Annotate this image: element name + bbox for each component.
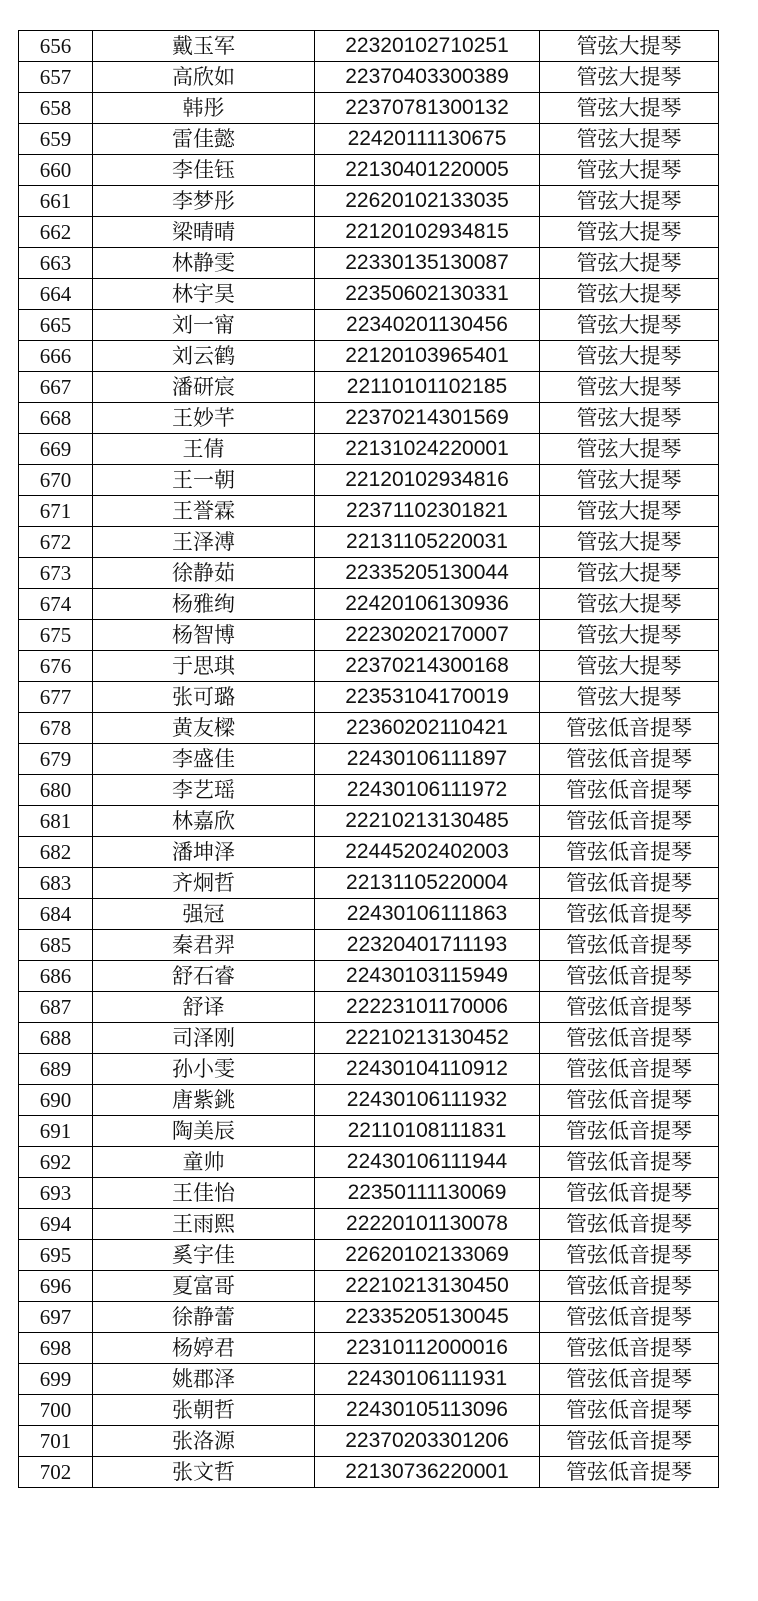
table-row — [19, 558, 719, 589]
table-row — [19, 1116, 719, 1147]
exam-id-cell: 22120102934815 — [315, 217, 540, 248]
major-cell: 管弦低音提琴 — [540, 1271, 719, 1302]
table-row — [19, 62, 719, 93]
exam-id-cell: 22210213130450 — [315, 1271, 540, 1302]
major-cell: 管弦低音提琴 — [540, 1054, 719, 1085]
row-number-cell: 700 — [19, 1395, 93, 1426]
exam-id-cell: 22335205130044 — [315, 558, 540, 589]
major-cell: 管弦大提琴 — [540, 279, 719, 310]
student-name-cell: 强冠 — [93, 899, 315, 930]
major-cell: 管弦低音提琴 — [540, 1333, 719, 1364]
exam-id-cell: 22620102133069 — [315, 1240, 540, 1271]
table-row — [19, 1240, 719, 1271]
table-row — [19, 1426, 719, 1457]
student-name-cell: 王雨熙 — [93, 1209, 315, 1240]
student-name-cell: 潘坤泽 — [93, 837, 315, 868]
student-name-cell: 司泽刚 — [93, 1023, 315, 1054]
table-row — [19, 1023, 719, 1054]
exam-id-cell: 22320102710251 — [315, 31, 540, 62]
table-row — [19, 961, 719, 992]
major-cell: 管弦低音提琴 — [540, 899, 719, 930]
row-number-cell: 657 — [19, 62, 93, 93]
student-name-cell: 林宇昊 — [93, 279, 315, 310]
row-number-cell: 686 — [19, 961, 93, 992]
student-name-cell: 于思琪 — [93, 651, 315, 682]
table-row — [19, 1209, 719, 1240]
row-number-cell: 677 — [19, 682, 93, 713]
student-name-cell: 孙小雯 — [93, 1054, 315, 1085]
table-row — [19, 1302, 719, 1333]
row-number-cell: 691 — [19, 1116, 93, 1147]
student-name-cell: 张可璐 — [93, 682, 315, 713]
exam-id-cell: 22131105220004 — [315, 868, 540, 899]
exam-id-cell: 22110101102185 — [315, 372, 540, 403]
table-row — [19, 992, 719, 1023]
table-row — [19, 775, 719, 806]
exam-id-cell: 22230202170007 — [315, 620, 540, 651]
exam-id-cell: 22371102301821 — [315, 496, 540, 527]
student-name-cell: 王泽溥 — [93, 527, 315, 558]
table-row — [19, 1271, 719, 1302]
major-cell: 管弦低音提琴 — [540, 744, 719, 775]
exam-id-cell: 22420106130936 — [315, 589, 540, 620]
major-cell: 管弦大提琴 — [540, 651, 719, 682]
student-name-cell: 黄友樑 — [93, 713, 315, 744]
student-name-cell: 张洛源 — [93, 1426, 315, 1457]
row-number-cell: 682 — [19, 837, 93, 868]
exam-id-cell: 22210213130452 — [315, 1023, 540, 1054]
exam-id-cell: 22131105220031 — [315, 527, 540, 558]
exam-id-cell: 22220101130078 — [315, 1209, 540, 1240]
student-name-cell: 陶美辰 — [93, 1116, 315, 1147]
student-name-cell: 张文哲 — [93, 1457, 315, 1488]
exam-id-cell: 22430106111863 — [315, 899, 540, 930]
exam-id-cell: 22310112000016 — [315, 1333, 540, 1364]
exam-id-cell: 22370781300132 — [315, 93, 540, 124]
major-cell: 管弦低音提琴 — [540, 837, 719, 868]
major-cell: 管弦大提琴 — [540, 496, 719, 527]
row-number-cell: 687 — [19, 992, 93, 1023]
table-row — [19, 372, 719, 403]
row-number-cell: 662 — [19, 217, 93, 248]
student-name-cell: 刘一甯 — [93, 310, 315, 341]
major-cell: 管弦大提琴 — [540, 589, 719, 620]
exam-id-cell: 22430104110912 — [315, 1054, 540, 1085]
table-row — [19, 465, 719, 496]
row-number-cell: 693 — [19, 1178, 93, 1209]
row-number-cell: 683 — [19, 868, 93, 899]
major-cell: 管弦大提琴 — [540, 62, 719, 93]
table-row — [19, 31, 719, 62]
row-number-cell: 701 — [19, 1426, 93, 1457]
student-name-cell: 高欣如 — [93, 62, 315, 93]
student-name-cell: 王倩 — [93, 434, 315, 465]
major-cell: 管弦低音提琴 — [540, 992, 719, 1023]
student-name-cell: 徐静蕾 — [93, 1302, 315, 1333]
exam-id-cell: 22430105113096 — [315, 1395, 540, 1426]
major-cell: 管弦大提琴 — [540, 248, 719, 279]
row-number-cell: 692 — [19, 1147, 93, 1178]
table-row — [19, 1054, 719, 1085]
student-name-cell: 李佳钰 — [93, 155, 315, 186]
student-name-cell: 林静雯 — [93, 248, 315, 279]
exam-id-cell: 22353104170019 — [315, 682, 540, 713]
student-name-cell: 王佳怡 — [93, 1178, 315, 1209]
major-cell: 管弦大提琴 — [540, 124, 719, 155]
major-cell: 管弦低音提琴 — [540, 1147, 719, 1178]
table-row — [19, 868, 719, 899]
exam-id-cell: 22340201130456 — [315, 310, 540, 341]
major-cell: 管弦低音提琴 — [540, 868, 719, 899]
table-row — [19, 155, 719, 186]
table-row — [19, 434, 719, 465]
major-cell: 管弦大提琴 — [540, 93, 719, 124]
row-number-cell: 684 — [19, 899, 93, 930]
row-number-cell: 675 — [19, 620, 93, 651]
major-cell: 管弦大提琴 — [540, 527, 719, 558]
student-name-cell: 奚宇佳 — [93, 1240, 315, 1271]
table-row — [19, 496, 719, 527]
major-cell: 管弦低音提琴 — [540, 1085, 719, 1116]
row-number-cell: 699 — [19, 1364, 93, 1395]
major-cell: 管弦低音提琴 — [540, 1178, 719, 1209]
student-name-cell: 梁晴晴 — [93, 217, 315, 248]
exam-id-cell: 22420111130675 — [315, 124, 540, 155]
student-name-cell: 杨婷君 — [93, 1333, 315, 1364]
exam-id-cell: 22223101170006 — [315, 992, 540, 1023]
student-name-cell: 戴玉军 — [93, 31, 315, 62]
major-cell: 管弦低音提琴 — [540, 1116, 719, 1147]
exam-id-cell: 22620102133035 — [315, 186, 540, 217]
row-number-cell: 695 — [19, 1240, 93, 1271]
major-cell: 管弦大提琴 — [540, 434, 719, 465]
exam-id-cell: 22320401711193 — [315, 930, 540, 961]
exam-id-cell: 22445202402003 — [315, 837, 540, 868]
table-row — [19, 1333, 719, 1364]
exam-id-cell: 22120103965401 — [315, 341, 540, 372]
table-row — [19, 1085, 719, 1116]
table-row — [19, 837, 719, 868]
student-name-cell: 秦君羿 — [93, 930, 315, 961]
row-number-cell: 661 — [19, 186, 93, 217]
exam-id-cell: 22360202110421 — [315, 713, 540, 744]
row-number-cell: 656 — [19, 31, 93, 62]
row-number-cell: 663 — [19, 248, 93, 279]
row-number-cell: 690 — [19, 1085, 93, 1116]
exam-id-cell: 22130736220001 — [315, 1457, 540, 1488]
table-row — [19, 1395, 719, 1426]
major-cell: 管弦低音提琴 — [540, 1364, 719, 1395]
table-row — [19, 589, 719, 620]
major-cell: 管弦大提琴 — [540, 403, 719, 434]
student-name-cell: 姚郡泽 — [93, 1364, 315, 1395]
major-cell: 管弦大提琴 — [540, 310, 719, 341]
row-number-cell: 674 — [19, 589, 93, 620]
row-number-cell: 697 — [19, 1302, 93, 1333]
major-cell: 管弦大提琴 — [540, 31, 719, 62]
student-name-cell: 张朝哲 — [93, 1395, 315, 1426]
exam-id-cell: 22370403300389 — [315, 62, 540, 93]
row-number-cell: 658 — [19, 93, 93, 124]
exam-id-cell: 22370203301206 — [315, 1426, 540, 1457]
table-row — [19, 651, 719, 682]
major-cell: 管弦低音提琴 — [540, 1209, 719, 1240]
row-number-cell: 666 — [19, 341, 93, 372]
major-cell: 管弦低音提琴 — [540, 1302, 719, 1333]
student-name-cell: 齐炯哲 — [93, 868, 315, 899]
student-name-cell: 王一朝 — [93, 465, 315, 496]
table-row — [19, 1147, 719, 1178]
row-number-cell: 698 — [19, 1333, 93, 1364]
major-cell: 管弦大提琴 — [540, 682, 719, 713]
row-number-cell: 689 — [19, 1054, 93, 1085]
row-number-cell: 696 — [19, 1271, 93, 1302]
row-number-cell: 659 — [19, 124, 93, 155]
student-name-cell: 唐紫銚 — [93, 1085, 315, 1116]
table-row — [19, 217, 719, 248]
table-row — [19, 341, 719, 372]
student-name-cell: 林嘉欣 — [93, 806, 315, 837]
row-number-cell: 676 — [19, 651, 93, 682]
major-cell: 管弦大提琴 — [540, 372, 719, 403]
row-number-cell: 664 — [19, 279, 93, 310]
table-row — [19, 403, 719, 434]
row-number-cell: 672 — [19, 527, 93, 558]
major-cell: 管弦大提琴 — [540, 465, 719, 496]
row-number-cell: 668 — [19, 403, 93, 434]
student-name-cell: 李艺瑶 — [93, 775, 315, 806]
row-number-cell: 702 — [19, 1457, 93, 1488]
table-row — [19, 806, 719, 837]
exam-id-cell: 22110108111831 — [315, 1116, 540, 1147]
exam-id-cell: 22370214300168 — [315, 651, 540, 682]
roster-table — [18, 30, 719, 1488]
exam-id-cell: 22335205130045 — [315, 1302, 540, 1333]
table-row — [19, 310, 719, 341]
table-row — [19, 899, 719, 930]
major-cell: 管弦低音提琴 — [540, 930, 719, 961]
row-number-cell: 688 — [19, 1023, 93, 1054]
student-name-cell: 杨智博 — [93, 620, 315, 651]
row-number-cell: 673 — [19, 558, 93, 589]
student-name-cell: 童帅 — [93, 1147, 315, 1178]
student-name-cell: 杨雅绚 — [93, 589, 315, 620]
row-number-cell: 667 — [19, 372, 93, 403]
table-row — [19, 186, 719, 217]
major-cell: 管弦低音提琴 — [540, 1426, 719, 1457]
major-cell: 管弦低音提琴 — [540, 1457, 719, 1488]
student-name-cell: 夏富哥 — [93, 1271, 315, 1302]
major-cell: 管弦大提琴 — [540, 558, 719, 589]
row-number-cell: 681 — [19, 806, 93, 837]
student-name-cell: 李盛佳 — [93, 744, 315, 775]
row-number-cell: 678 — [19, 713, 93, 744]
major-cell: 管弦大提琴 — [540, 620, 719, 651]
exam-id-cell: 22120102934816 — [315, 465, 540, 496]
table-row — [19, 1457, 719, 1488]
student-name-cell: 雷佳懿 — [93, 124, 315, 155]
exam-id-cell: 22430106111972 — [315, 775, 540, 806]
table-row — [19, 124, 719, 155]
student-name-cell: 舒译 — [93, 992, 315, 1023]
exam-id-cell: 22131024220001 — [315, 434, 540, 465]
exam-id-cell: 22430106111897 — [315, 744, 540, 775]
major-cell: 管弦低音提琴 — [540, 775, 719, 806]
roster-table-body — [19, 31, 719, 1488]
row-number-cell: 671 — [19, 496, 93, 527]
exam-id-cell: 22430103115949 — [315, 961, 540, 992]
table-row — [19, 744, 719, 775]
row-number-cell: 679 — [19, 744, 93, 775]
roster-sheet — [18, 30, 719, 1488]
exam-id-cell: 22430106111932 — [315, 1085, 540, 1116]
exam-id-cell: 22430106111944 — [315, 1147, 540, 1178]
major-cell: 管弦低音提琴 — [540, 1240, 719, 1271]
exam-id-cell: 22350602130331 — [315, 279, 540, 310]
exam-id-cell: 22350111130069 — [315, 1178, 540, 1209]
exam-id-cell: 22430106111931 — [315, 1364, 540, 1395]
student-name-cell: 王誉霖 — [93, 496, 315, 527]
table-row — [19, 620, 719, 651]
major-cell: 管弦低音提琴 — [540, 1023, 719, 1054]
row-number-cell: 685 — [19, 930, 93, 961]
table-row — [19, 713, 719, 744]
table-row — [19, 93, 719, 124]
row-number-cell: 694 — [19, 1209, 93, 1240]
row-number-cell: 665 — [19, 310, 93, 341]
exam-id-cell: 22370214301569 — [315, 403, 540, 434]
student-name-cell: 潘研宸 — [93, 372, 315, 403]
table-row — [19, 527, 719, 558]
row-number-cell: 670 — [19, 465, 93, 496]
major-cell: 管弦低音提琴 — [540, 1395, 719, 1426]
row-number-cell: 660 — [19, 155, 93, 186]
student-name-cell: 刘云鹤 — [93, 341, 315, 372]
major-cell: 管弦大提琴 — [540, 186, 719, 217]
student-name-cell: 韩彤 — [93, 93, 315, 124]
student-name-cell: 徐静茹 — [93, 558, 315, 589]
table-row — [19, 682, 719, 713]
major-cell: 管弦低音提琴 — [540, 961, 719, 992]
student-name-cell: 王妙芊 — [93, 403, 315, 434]
table-row — [19, 930, 719, 961]
table-row — [19, 248, 719, 279]
table-row — [19, 279, 719, 310]
student-name-cell: 舒石睿 — [93, 961, 315, 992]
major-cell: 管弦大提琴 — [540, 341, 719, 372]
student-name-cell: 李梦彤 — [93, 186, 315, 217]
major-cell: 管弦大提琴 — [540, 217, 719, 248]
major-cell: 管弦大提琴 — [540, 155, 719, 186]
exam-id-cell: 22330135130087 — [315, 248, 540, 279]
major-cell: 管弦低音提琴 — [540, 713, 719, 744]
row-number-cell: 669 — [19, 434, 93, 465]
table-row — [19, 1178, 719, 1209]
major-cell: 管弦低音提琴 — [540, 806, 719, 837]
table-row — [19, 1364, 719, 1395]
row-number-cell: 680 — [19, 775, 93, 806]
exam-id-cell: 22130401220005 — [315, 155, 540, 186]
exam-id-cell: 22210213130485 — [315, 806, 540, 837]
